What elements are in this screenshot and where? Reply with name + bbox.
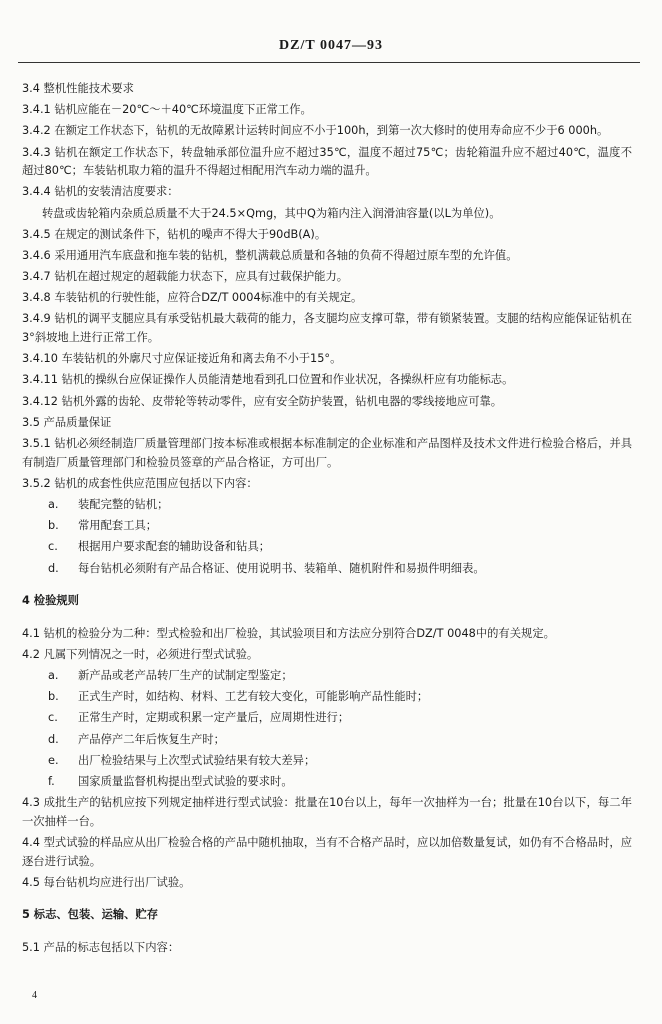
paragraph bbox=[22, 289, 632, 308]
paragraph bbox=[22, 205, 632, 224]
paragraph-text: 3.4.1 钻机应能在－20℃～＋40℃环境温度下正常工作。 bbox=[22, 103, 312, 117]
list-marker: f. bbox=[48, 775, 55, 789]
header-rule bbox=[18, 62, 640, 63]
paragraph bbox=[22, 122, 632, 141]
list-marker: d. bbox=[48, 732, 59, 746]
paragraph bbox=[22, 414, 632, 433]
list-marker: c. bbox=[48, 540, 58, 554]
paragraph-text: 转盘或齿轮箱内杂质总质量不大于24.5×Qmg，其中Q为箱内注入润滑油容量(以L为单位)。 bbox=[42, 206, 501, 220]
paragraph-text: 4.4 型式试验的样品应从出厂检验合格的产品中随机抽取，当有不合格产品时，应以加倍数量复试，如仍有不合格品时，应逐台进行试验。 bbox=[22, 836, 632, 868]
paragraph-text: 4 检验规则 bbox=[22, 594, 79, 608]
paragraph-text: 3.5.1 钻机必须经制造厂质量管理部门按本标准或根据本标准制定的企业标准和产品图样及技术文件进行检验合格后，并具有制造厂质量管理部门和检验员签章的产品合格证，方可出厂。 bbox=[22, 437, 632, 469]
document-body bbox=[22, 80, 632, 960]
list-item bbox=[22, 773, 632, 792]
list-item bbox=[22, 731, 632, 750]
paragraph bbox=[22, 435, 632, 472]
paragraph bbox=[22, 475, 632, 494]
paragraph-text: 4.5 每台钻机均应进行出厂试验。 bbox=[22, 875, 191, 889]
list-marker: a. bbox=[48, 669, 59, 683]
list-item bbox=[22, 709, 632, 728]
paragraph bbox=[22, 80, 632, 99]
paragraph bbox=[22, 646, 632, 665]
paragraph-text: 新产品或老产品转厂生产的试制定型鉴定； bbox=[78, 669, 293, 683]
paragraph-text: 装配完整的钻机； bbox=[78, 497, 169, 511]
list-item bbox=[22, 538, 632, 557]
paragraph bbox=[22, 874, 632, 893]
paragraph-text: 根据用户要求配套的辅助设备和钻具； bbox=[78, 540, 271, 554]
paragraph-text: 4.3 成批生产的钻机应按下列规定抽样进行型式试验：批量在10台以上，每年一次抽样为一台；批量在10台以下，每二年一次抽样一台。 bbox=[22, 796, 632, 828]
paragraph bbox=[22, 625, 632, 644]
paragraph-text: 正式生产时，如结构、材料、工艺有较大变化，可能影响产品性能时； bbox=[78, 690, 429, 704]
list-item bbox=[22, 560, 632, 579]
paragraph-text: 3.4.5 在规定的测试条件下，钻机的噪声不得大于90dB(A)。 bbox=[22, 227, 327, 241]
paragraph bbox=[22, 101, 632, 120]
paragraph-text: 3.4.8 车装钻机的行驶性能，应符合DZ/T 0004标准中的有关规定。 bbox=[22, 291, 363, 305]
paragraph-text: 产品停产二年后恢复生产时； bbox=[78, 732, 225, 746]
paragraph bbox=[22, 350, 632, 369]
paragraph-text: 3.4.11 钻机的操纵台应保证操作人员能清楚地看到孔口位置和作业状况，各操纵杆应有功能标志。 bbox=[22, 373, 514, 387]
list-marker: b. bbox=[48, 690, 59, 704]
paragraph bbox=[22, 183, 632, 202]
list-marker: b. bbox=[48, 519, 59, 533]
paragraph bbox=[22, 310, 632, 347]
paragraph-text: 3.4.7 钻机在超过规定的超载能力状态下，应具有过载保护能力。 bbox=[22, 270, 349, 284]
paragraph-text: 国家质量监督机构提出型式试验的要求时。 bbox=[78, 775, 293, 789]
standard-code-header: DZ/T 0047—93 bbox=[279, 38, 383, 53]
paragraph-text: 5 标志、包装、运输、贮存 bbox=[22, 908, 159, 922]
list-marker: c. bbox=[48, 711, 58, 725]
list-marker: a. bbox=[48, 497, 59, 511]
paragraph bbox=[22, 834, 632, 871]
paragraph-text: 常用配套工具； bbox=[78, 519, 158, 533]
section-heading bbox=[22, 592, 632, 611]
paragraph-text: 3.5.2 钻机的成套性供应范围应包括以下内容： bbox=[22, 476, 258, 490]
paragraph bbox=[22, 371, 632, 390]
paragraph-text: 3.4.10 车装钻机的外廓尺寸应保证接近角和离去角不小于15°。 bbox=[22, 352, 342, 366]
paragraph-text: 正常生产时，定期或积累一定产量后，应周期性进行； bbox=[78, 711, 350, 725]
list-item bbox=[22, 517, 632, 536]
paragraph bbox=[22, 226, 632, 245]
paragraph-text: 4.2 凡属下列情况之一时，必须进行型式试验。 bbox=[22, 647, 259, 661]
paragraph bbox=[22, 939, 632, 958]
paragraph bbox=[22, 268, 632, 287]
paragraph-text: 3.5 产品质量保证 bbox=[22, 415, 112, 429]
paragraph-text: 3.4.3 钻机在额定工作状态下，转盘轴承部位温升应不超过35℃，温度不超过75℃；齿轮箱温升应不超过40℃，温度不超过80℃；车装钻机取力箱的温升不得超过相配用汽车动力端的温升。 bbox=[22, 145, 632, 178]
paragraph-text: 3.4.2 在额定工作状态下，钻机的无故障累计运转时间应不小于100h，到第一次大修时的使用寿命应不少于6 000h。 bbox=[22, 124, 609, 138]
list-item bbox=[22, 667, 632, 686]
paragraph-text: 5.1 产品的标志包括以下内容： bbox=[22, 940, 180, 954]
list-item bbox=[22, 688, 632, 707]
paragraph-text: 3.4 整机性能技术要求 bbox=[22, 82, 134, 95]
paragraph-text: 出厂检验结果与上次型式试验结果有较大差异； bbox=[78, 753, 316, 767]
paragraph-text: 4.1 钻机的检验分为二种：型式检验和出厂检验，其试验项目和方法应分别符合DZ/T 0048中的有关规定。 bbox=[22, 626, 555, 640]
section-heading bbox=[22, 906, 632, 925]
paragraph-text: 每台钻机必须附有产品合格证、使用说明书、装箱单、随机附件和易损件明细表。 bbox=[78, 561, 485, 575]
paragraph-text: 3.4.4 钻机的安装清洁度要求： bbox=[22, 185, 179, 199]
paragraph bbox=[22, 144, 632, 181]
list-marker: e. bbox=[48, 753, 59, 767]
list-item bbox=[22, 752, 632, 771]
paragraph-text: 3.4.6 采用通用汽车底盘和拖车装的钻机，整机满载总质量和各轴的负荷不得超过原车型的允许值。 bbox=[22, 248, 518, 262]
list-item bbox=[22, 496, 632, 515]
paragraph bbox=[22, 393, 632, 412]
paragraph bbox=[22, 247, 632, 266]
paragraph bbox=[22, 794, 632, 831]
list-marker: d. bbox=[48, 561, 59, 575]
page-number: 4 bbox=[32, 990, 37, 1001]
paragraph-text: 3.4.9 钻机的调平支腿应具有承受钻机最大载荷的能力，各支腿均应支撑可靠，带有锁紧装置。支腿的结构应能保证钻机在3°斜坡地上进行正常工作。 bbox=[22, 312, 632, 345]
paragraph-text: 3.4.12 钻机外露的齿轮、皮带轮等转动零件，应有安全防护装置，钻机电器的零线接地应可靠。 bbox=[22, 394, 503, 408]
